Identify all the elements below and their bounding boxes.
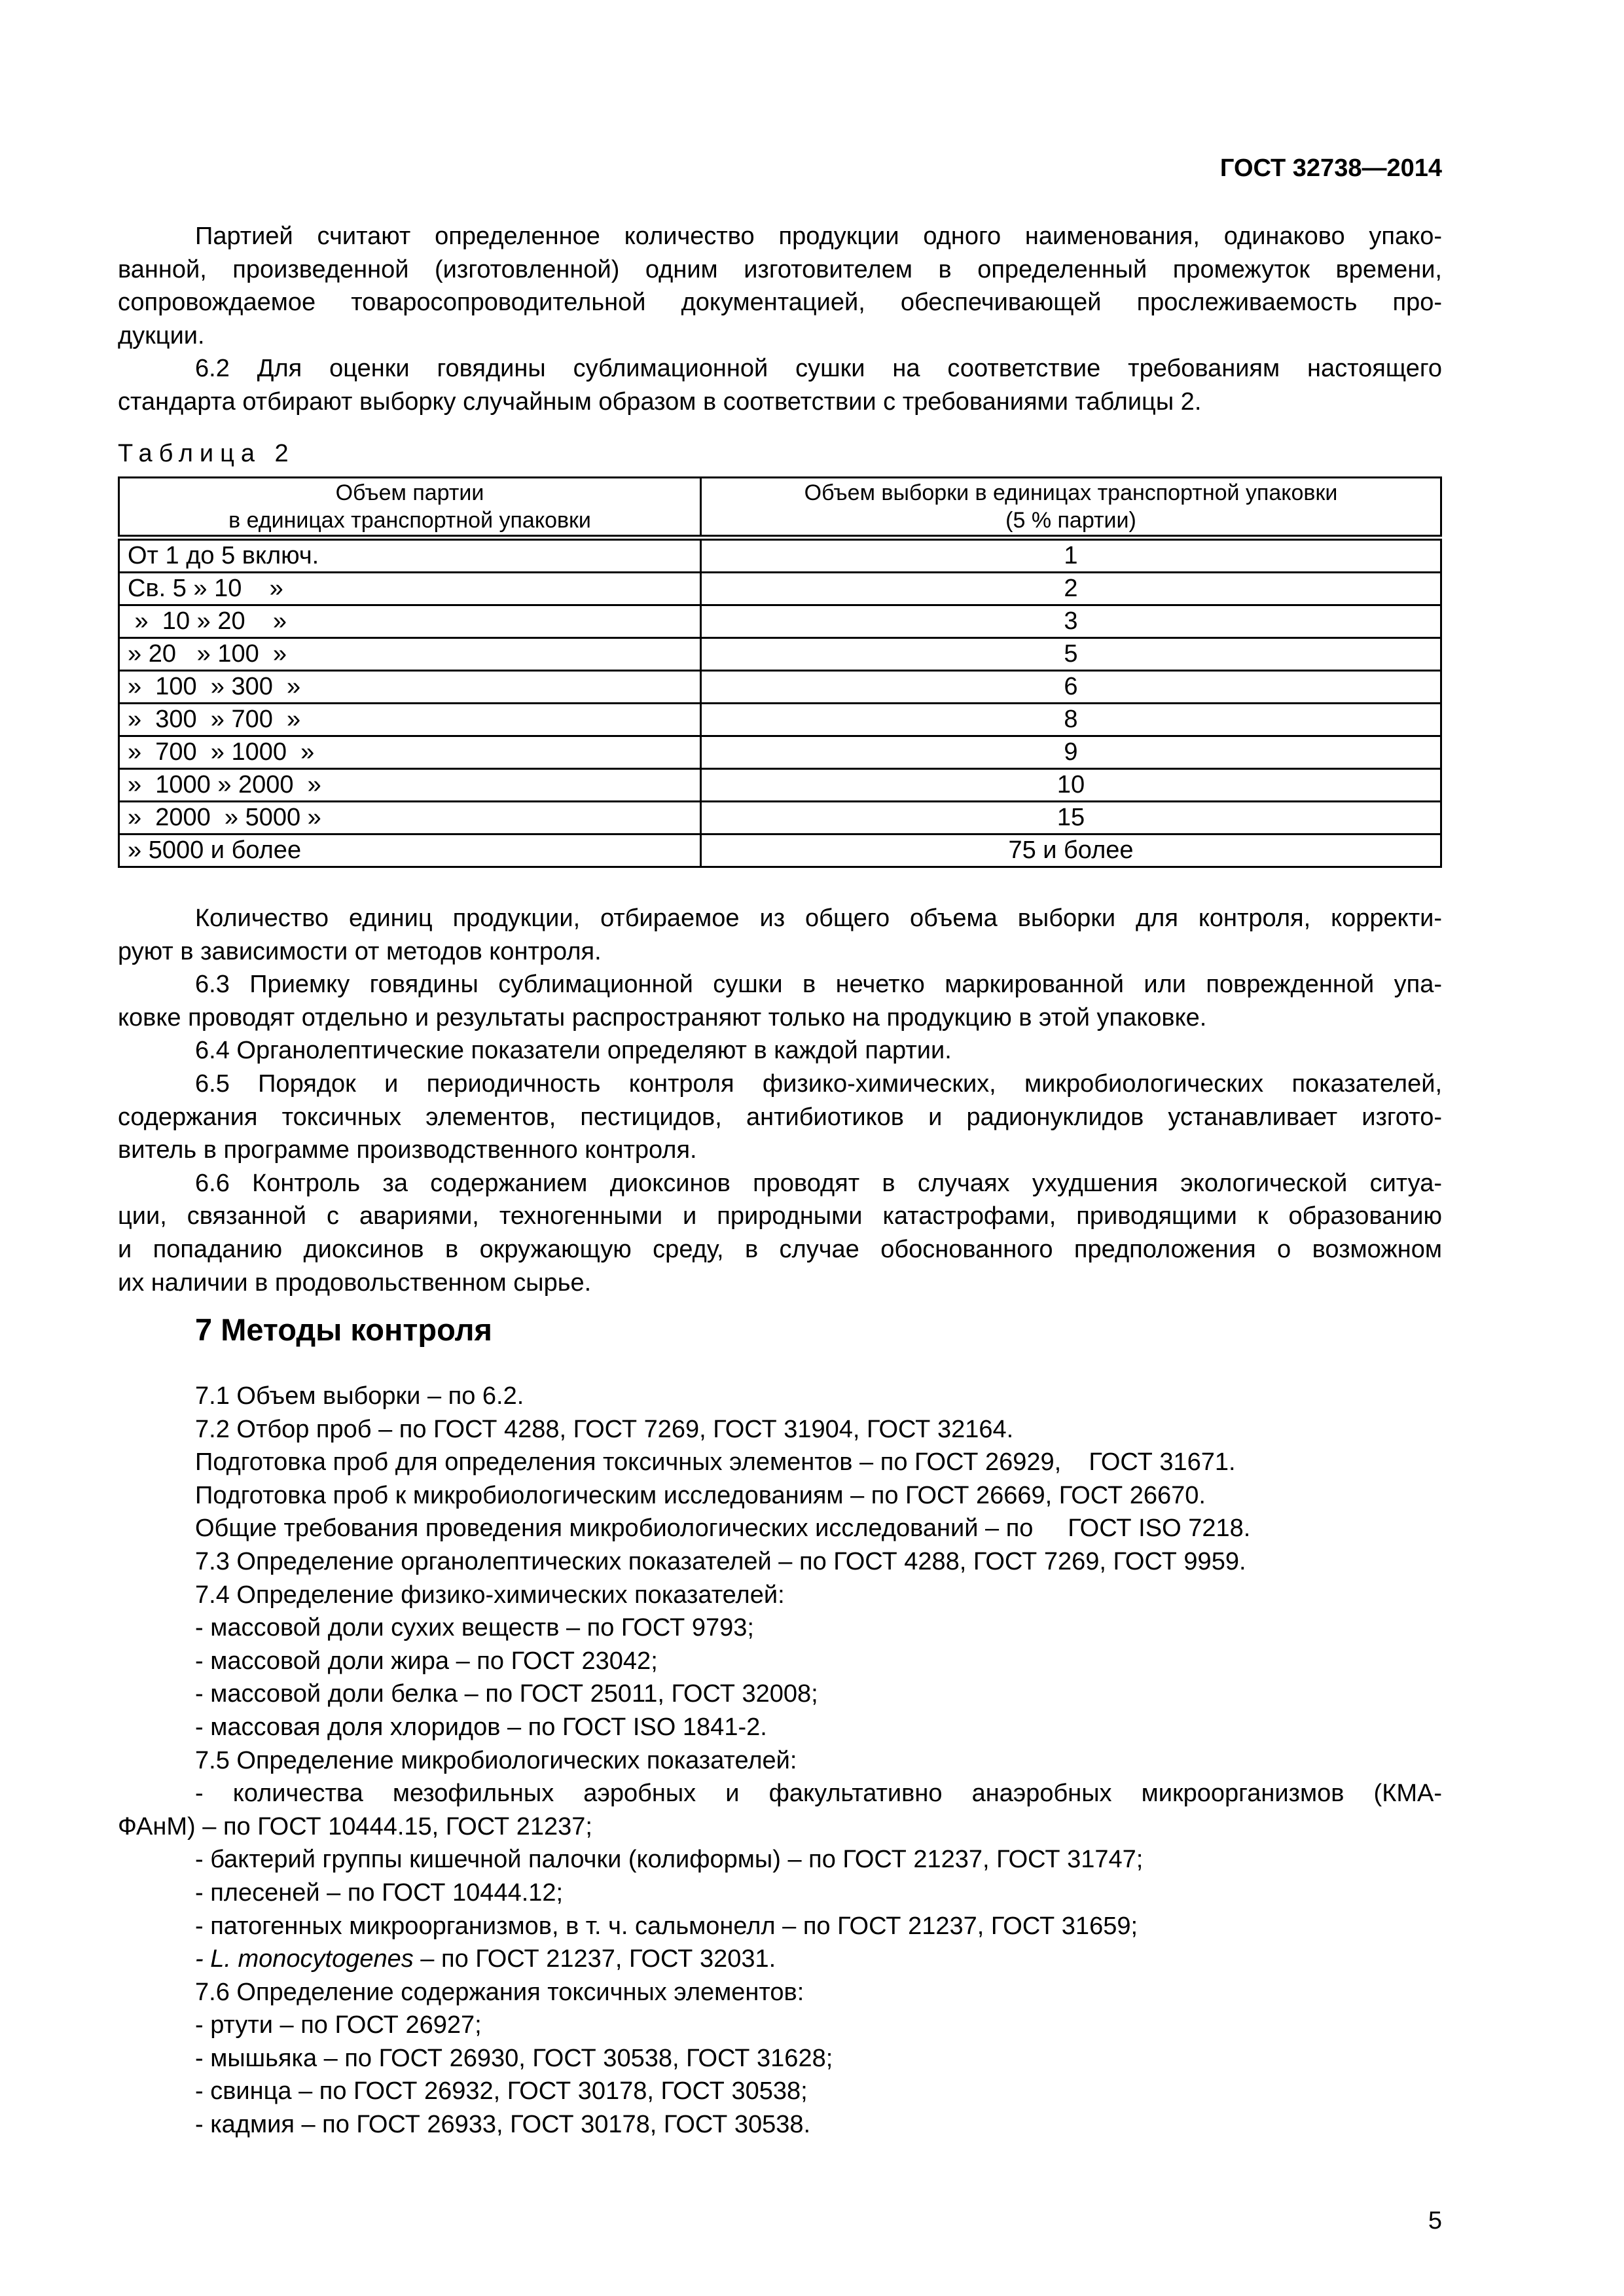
text-line: - мышьяка – по ГОСТ 26930, ГОСТ 30538, ГОСТ 31628; — [195, 2044, 833, 2072]
text-line: 7.5 Определение микробиологических показателей: — [195, 1746, 797, 1774]
table-row — [119, 769, 1441, 802]
sample-size-cell: 10 — [701, 769, 1441, 802]
text-span: – по ГОСТ 21237, ГОСТ 32031. — [413, 1945, 776, 1973]
sample-size-table — [118, 476, 1442, 868]
text-line: Партией считают определенное количество продукции одного наименования, одинаково упако- — [195, 223, 1442, 250]
lot-size-cell: » 10 » 20 » — [119, 605, 701, 638]
table-row — [119, 736, 1441, 769]
table-caption: Таблица 2 — [118, 440, 295, 467]
text-line: 6.2 Для оценки говядины сублимационной сушки на соответствие требованиям настоящего — [195, 355, 1442, 383]
sample-size-cell: 5 — [701, 638, 1441, 671]
text-line: 7.3 Определение органолептических показателей – по ГОСТ 4288, ГОСТ 7269, ГОСТ 9959. — [195, 1547, 1246, 1575]
text-line: 7.2 Отбор проб – по ГОСТ 4288, ГОСТ 7269, ГОСТ 31904, ГОСТ 32164. — [195, 1415, 1014, 1443]
text-line: 7.6 Определение содержания токсичных элементов: — [195, 1978, 804, 2006]
species-name: - L. monocytogenes — [195, 1945, 414, 1973]
text-line: - массовой доли белка – по ГОСТ 25011, ГОСТ 32008; — [195, 1680, 818, 1708]
text-line: - ртути – по ГОСТ 26927; — [195, 2011, 482, 2039]
section6-text — [118, 902, 1442, 1299]
lot-size-cell: Св. 5 » 10 » — [119, 573, 701, 605]
intro-text — [118, 220, 1442, 419]
text-line: Подготовка проб к микробиологическим исследованиям – по ГОСТ 26669, ГОСТ 26670. — [195, 1481, 1206, 1509]
table-row — [119, 605, 1441, 638]
text-line: - патогенных микроорганизмов, в т. ч. сальмонелл – по ГОСТ 21237, ГОСТ 31659; — [195, 1912, 1138, 1940]
text-line: 6.3 Приемку говядины сублимационной сушки в нечетко маркированной или поврежденной упа- — [195, 971, 1442, 999]
text-line: 6.4 Органолептические показатели определяют в каждой партии. — [195, 1037, 952, 1065]
text-line: ванной, произведенной (изготовленной) одним изготовителем в определенный промежуток времени, — [118, 255, 1442, 283]
column-header-lot-size: Объем партии в единицах транспортной упаковки — [119, 478, 701, 538]
text-line: - плесеней – по ГОСТ 10444.12; — [195, 1878, 564, 1907]
lot-size-cell: » 2000 » 5000 » — [119, 802, 701, 834]
sample-size-cell: 2 — [701, 573, 1441, 605]
text-line: - массовая доля хлоридов – по ГОСТ ISO 1841-2. — [195, 1713, 767, 1741]
text-line: ковке проводят отдельно и результаты распространяют только на продукцию в этой упаковке. — [118, 1003, 1207, 1031]
sample-size-cell: 8 — [701, 704, 1441, 736]
text-line: Количество единиц продукции, отбираемое из общего объема выборки для контроля, корректи- — [195, 905, 1442, 932]
text-line: и попаданию диоксинов в окружающую среду, в случае обоснованного предположения о возможном — [118, 1235, 1442, 1263]
text-line: Подготовка проб для определения токсичных элементов – по ГОСТ 26929, ГОСТ 31671. — [195, 1448, 1236, 1477]
text-line: стандарта отбирают выборку случайным образом в соответствии с требованиями таблицы 2. — [118, 387, 1202, 416]
text-line: витель в программе производственного контроля. — [118, 1136, 697, 1164]
text-line: 7.4 Определение физико-химических показателей: — [195, 1581, 785, 1609]
sample-size-cell: 9 — [701, 736, 1441, 769]
text-line: 6.5 Порядок и периодичность контроля физико-химических, микробиологических показателей, — [195, 1069, 1442, 1098]
text-line: 7.1 Объем выборки – по 6.2. — [195, 1382, 524, 1410]
sample-size-cell: 6 — [701, 671, 1441, 704]
section-heading: 7 Методы контроля — [195, 1312, 492, 1347]
table-row — [119, 704, 1441, 736]
document-id-header: ГОСТ 32738—2014 — [1219, 154, 1442, 182]
text-line: их наличии в продовольственном сырье. — [118, 1268, 592, 1297]
table-row — [119, 834, 1441, 867]
text-line: сопровождаемое товаросопроводительной документацией, обеспечивающей прослеживаемость про- — [118, 289, 1442, 317]
text-line: дукции. — [118, 321, 205, 350]
table-row — [119, 802, 1441, 834]
lot-size-cell: » 1000 » 2000 » — [119, 769, 701, 802]
lot-size-cell: От 1 до 5 включ. — [119, 538, 701, 573]
page-number: 5 — [1428, 2207, 1442, 2234]
lot-size-cell: » 700 » 1000 » — [119, 736, 701, 769]
sample-size-cell: 15 — [701, 802, 1441, 834]
table-row — [119, 538, 1441, 573]
table-row — [119, 573, 1441, 605]
sample-size-cell: 75 и более — [701, 834, 1441, 867]
lot-size-cell: » 5000 и более — [119, 834, 701, 867]
text-line: ФАнМ) – по ГОСТ 10444.15, ГОСТ 21237; — [118, 1812, 592, 1840]
text-line: содержания токсичных элементов, пестицидов, антибиотиков и радионуклидов устанавливает изгото- — [118, 1103, 1442, 1131]
lot-size-cell: » 20 » 100 » — [119, 638, 701, 671]
lot-size-cell: » 100 » 300 » — [119, 671, 701, 704]
column-header-sample-size: Объем выборки в единицах транспортной упаковки (5 % партии) — [701, 478, 1441, 538]
sample-size-cell: 1 — [701, 538, 1441, 573]
text-line — [118, 1943, 1442, 1976]
text-line: - свинца – по ГОСТ 26932, ГОСТ 30178, ГОСТ 30538; — [195, 2077, 808, 2106]
text-line: - кадмия – по ГОСТ 26933, ГОСТ 30178, ГОСТ 30538. — [195, 2111, 811, 2139]
text-line: - массовой доли сухих веществ – по ГОСТ 9793; — [195, 1614, 754, 1642]
text-line: - массовой доли жира – по ГОСТ 23042; — [195, 1647, 658, 1675]
text-line: - бактерий группы кишечной палочки (колиформы) – по ГОСТ 21237, ГОСТ 31747; — [195, 1846, 1144, 1874]
text-line: ции, связанной с авариями, техногенными и природными катастрофами, приводящими к образованию — [118, 1202, 1442, 1230]
text-line: Общие требования проведения микробиологических исследований – по ГОСТ ISO 7218. — [195, 1515, 1251, 1543]
text-line: руют в зависимости от методов контроля. — [118, 937, 602, 965]
table-row — [119, 671, 1441, 704]
table-header-row — [119, 478, 1441, 538]
text-line: 6.6 Контроль за содержанием диоксинов проводят в случаях ухудшения экологической ситуа- — [195, 1169, 1442, 1197]
table-row — [119, 638, 1441, 671]
lot-size-cell: » 300 » 700 » — [119, 704, 701, 736]
sample-size-cell: 3 — [701, 605, 1441, 638]
section7-text — [118, 1380, 1442, 2142]
text-line: - количества мезофильных аэробных и факультативно анаэробных микроорганизмов (КМА- — [195, 1780, 1442, 1808]
